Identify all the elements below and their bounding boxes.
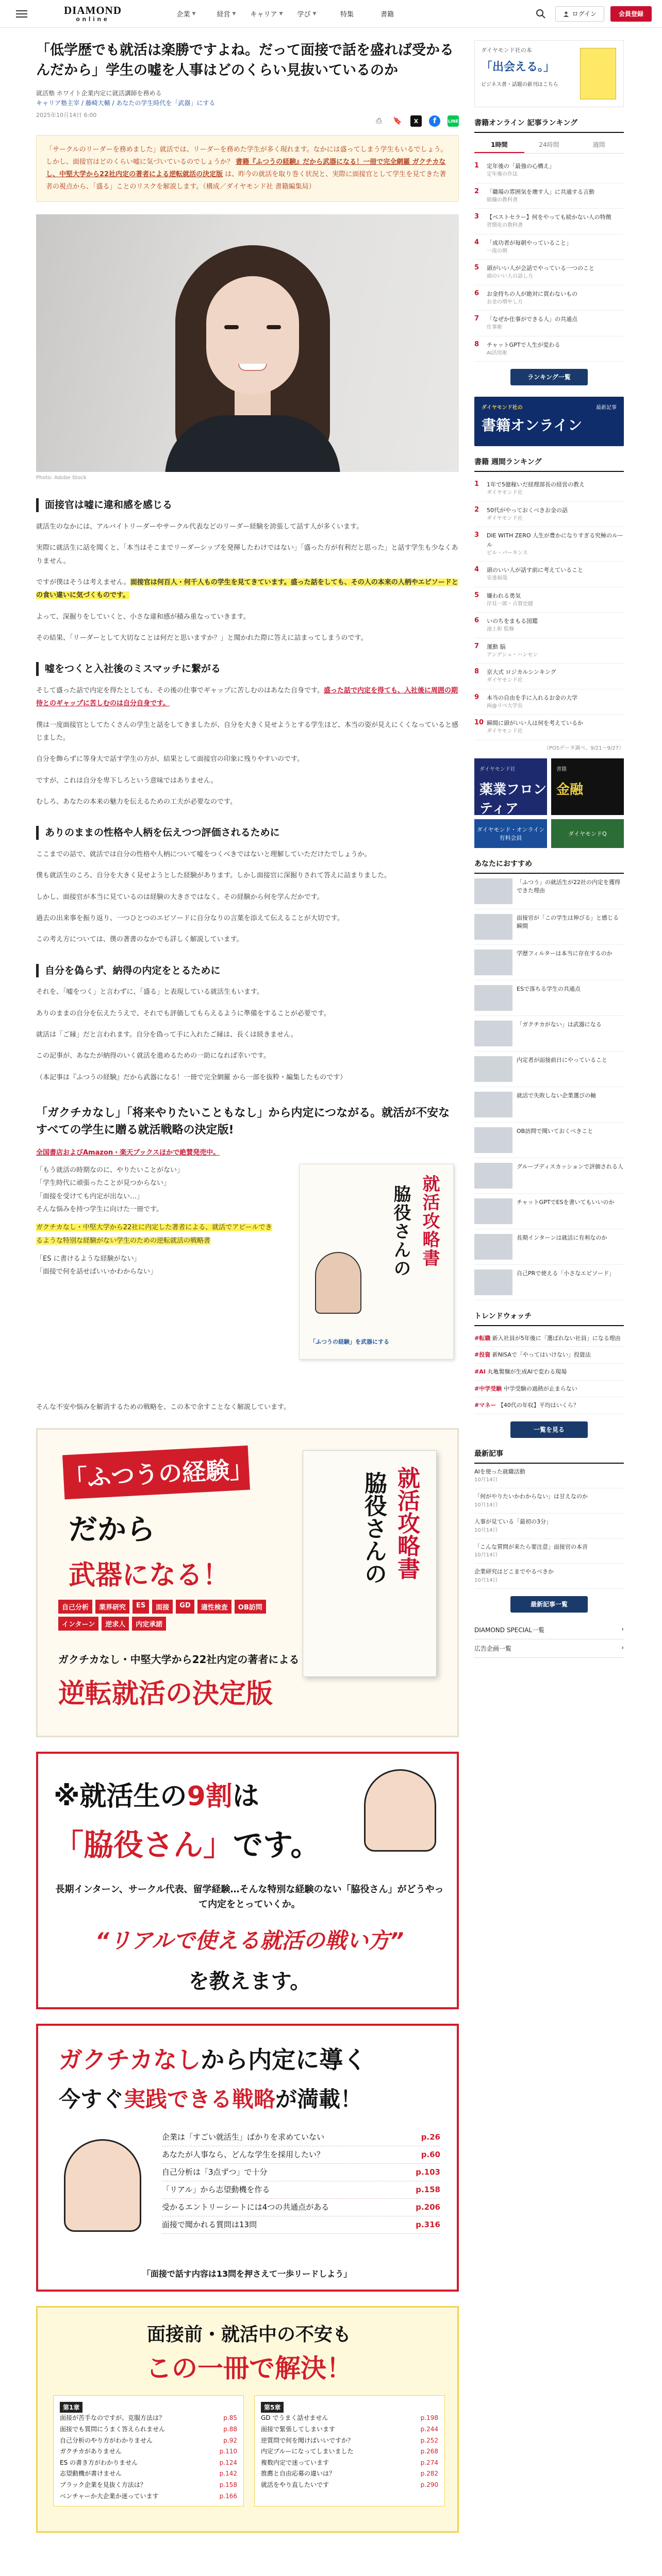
photo-face [206, 276, 299, 395]
list-item[interactable]: 学歴フィルターは本当に存在するのか [474, 945, 624, 980]
paragraph: 「ES に書けるような経験がない」 [36, 1255, 141, 1263]
article-main [36, 40, 459, 2533]
recommend-list [474, 874, 624, 1300]
ad-banner-books-online[interactable]: ダイヤモンド社の 書籍オンライン 最新記事 [474, 397, 624, 446]
recommend-heading: あなたにおすすめ [474, 858, 624, 874]
paragraph: ここまでの話で、就活では自分の性格や人柄について嘘をつくべきではないと理解していただけたでしょうか。 [36, 851, 371, 859]
author-link[interactable]: キャリア塾主宰 / 藤崎大輔 / あなたの学生時代を「武器」にする [36, 99, 216, 107]
list-item: GD でうまく話せません p.198 [261, 2414, 438, 2422]
list-item[interactable]: 自己PRで使える「小さなエピソード」 [474, 1265, 624, 1300]
faq-column [254, 2395, 445, 2506]
banner-tag: OB訪問 [235, 1600, 266, 1614]
banner-line: この一冊で解決！ [146, 2353, 352, 2384]
thumbnail [474, 1092, 512, 1117]
lead-text: 「サークルのリーダーを務めました」就活では、リーダーを務めた学生が多く現れます。なかには盛ってしまう学生もいるでしょう。しかし、面接官はどのくらい嘘に気づいているのでしょうか？ [46, 146, 448, 166]
list-item[interactable]: 「こんな質問が来たら要注意」面接官の本音 10月14日 [474, 1539, 624, 1564]
list-item[interactable]: 4 「成功者が毎朝やっていること」 一流の朝 [474, 234, 624, 260]
list-item: 受かるエントリーシートには4つの共通点がある p.206 [162, 2199, 440, 2216]
search-button[interactable] [533, 6, 549, 22]
paragraph: この記事が、あなたが納得のいく就活を進めるための一助になれば幸いです。 [36, 1052, 270, 1060]
tab-week[interactable]: 週間 [592, 141, 605, 148]
paragraph: しかし、面接官が本当に見ているのは経験の大きさではなく、その経験から何を学んだかです。 [36, 893, 324, 901]
banner-tag: 適性検査 [197, 1600, 231, 1614]
list-item: 自己分析は「3点ずつ」で十分 p.103 [162, 2164, 440, 2181]
photo-eye [267, 325, 281, 329]
banner-line: ガクチカなし・中堅大学から22社内定の著者による [58, 1653, 300, 1666]
paragraph: 僕も就活生のころ、自分を大きく見せようとした経験があります。しかし面接官に深掘りされて答えに詰まりました。 [36, 872, 391, 880]
book-title-b: 脇役さんの [360, 1471, 387, 1585]
facebook-share-icon[interactable]: f [429, 115, 440, 127]
hamburger-icon [16, 16, 27, 18]
thumbnail [474, 1198, 512, 1224]
book-title-a: 就活攻略書 [419, 1175, 440, 1268]
list-item: 推薦と自由応募の違いは？ p.282 [261, 2470, 438, 2478]
book-title-b: 脇役さんの [390, 1185, 411, 1278]
byline-role: 就活塾 ホワイト企業内定に就活講師を務める [36, 90, 162, 97]
list-item: 志望動機が書けません p.142 [60, 2470, 237, 2478]
list-item[interactable]: 1 1年で5億稼いだ経理部長の経営の教え ダイヤモンド社 [474, 476, 624, 502]
list-item[interactable]: #転職 新入社員が5年後に「選ばれない社員」になる理由 [474, 1330, 624, 1347]
book-illustration [315, 1252, 361, 1314]
paragraph: 僕は一度面接官としてたくさんの学生と話をしてきましたが、自分を大きく見せようとする学生ほど、本当の姿が見えにくくなっていると感じました。 [36, 721, 459, 742]
register-button[interactable]: 会員登録 [610, 6, 652, 22]
thumbnail [474, 1021, 512, 1046]
banner-footer: 「面接で話す内容は13問を押さえて一歩リードしよう」 [142, 2269, 352, 2279]
banner-line: 今すぐ実践できる戦略が満載！ [59, 2087, 362, 2112]
paragraph: 自分を飾らずに等身大で話す学生の方が、結果として面接官の印象に残りやすいのです。 [36, 755, 304, 764]
faq-grid [53, 2395, 445, 2506]
tab-24h[interactable]: 24時間 [539, 141, 559, 148]
paragraph: 実際に就活生に話を聞くと、「本当はそこまでリーダーシップを発揮したわけではない」「盛った方が有利だと思った」と話す学生も少なくありません。 [36, 544, 458, 565]
book-banner-2[interactable] [36, 1752, 459, 2009]
promo-body [36, 1164, 459, 1401]
hamburger-icon [16, 10, 27, 11]
banner-line: 「脇役さん」です。 [54, 1827, 321, 1863]
trend-list-button[interactable]: 一覧を見る [510, 1421, 588, 1438]
lead-box [36, 135, 459, 202]
banner-tags [58, 1600, 285, 1631]
banner-line: 長期インターン、サークル代表、留学経験…そんな特別な経験のない「脇役さん」がどうやって内定をとっていくか。 [55, 1884, 444, 1910]
chevron-down-icon: ▼ [232, 11, 236, 16]
banner-line: 逆転就活の決定版 [58, 1679, 273, 1710]
list-item[interactable]: 面接官が「この学生は伸びる」と感じる瞬間 [474, 909, 624, 945]
sidebar [474, 40, 624, 1658]
list-item: あなたが人事なら、どんな学生を採用したい？ p.60 [162, 2146, 440, 2164]
lead-tail: は、昨今の就活を取り巻く状況と、実際に面接官として学生を見てきた著者の視点から、「盛る」ことのリスクを解説します。（構成／ダイヤモンド社 書籍編集局） [46, 171, 446, 191]
bookmark-icon[interactable]: 🔖 [393, 117, 402, 126]
list-item[interactable]: 7 「なぜか仕事ができる人」の共通点 仕事術 [474, 311, 624, 336]
ad-pair [474, 758, 624, 815]
list-item[interactable]: 内定者が面接前日にやっていること [474, 1052, 624, 1087]
banner-line: 武器になる！ [69, 1560, 230, 1591]
link-ad-projects[interactable]: 広告企画一覧 › [474, 1639, 624, 1658]
list-item: 複数内定で迷っています p.274 [261, 2459, 438, 2466]
promo-text [36, 1164, 278, 1279]
banner-tag: 面接 [152, 1600, 173, 1614]
nav-item-company[interactable]: 企業 ▼ [176, 11, 196, 19]
paragraph: 「面接で何を話せばいいかわからない」 [36, 1268, 157, 1276]
list-item: 就活をやり直したいです p.290 [261, 2481, 438, 2488]
character-illustration [64, 2139, 141, 2232]
paragraph: 「面接を受けても内定が出ない…」 [36, 1192, 144, 1200]
thumbnail [474, 1056, 512, 1082]
paragraph: そして盛った話で内定を得たとしても、その後の仕事でギャップに苦しむのはあなた自身です。盛った話で内定を得ても、入社後に周囲の期待とのギャップに苦しむのは自分自身です。 [36, 687, 458, 708]
ranking-list-button[interactable]: ランキング一覧 [510, 369, 588, 385]
paragraph: 過去の出来事を振り返り、一つひとつのエピソードに自分なりの言葉を添えて伝えることが大切です。 [36, 914, 344, 923]
banner-line: ガクチカなしから内定に導く [59, 2046, 367, 2074]
thumbnail [474, 1234, 512, 1260]
book-banner-3[interactable] [36, 2024, 459, 2292]
ad-banner[interactable]: ダイヤモンドQ [551, 819, 624, 848]
print-icon[interactable]: ⎙ [376, 117, 382, 126]
banner-tag: 内定承諾 [132, 1617, 166, 1631]
chevron-right-icon: › [621, 1625, 624, 1633]
list-item: 内定ブルーになってしまいました p.268 [261, 2448, 438, 2455]
ad-banner[interactable]: 書籍 金融 [551, 758, 624, 815]
list-item[interactable]: AIを使った就職活動 10月14日 [474, 1464, 624, 1489]
ranking-list [474, 158, 624, 362]
list-item[interactable]: グループディスカッションで評価される人 [474, 1158, 624, 1194]
thumbnail [474, 914, 512, 940]
list-item[interactable]: 1 定年後の「最強の心構え」 定年後の作法 [474, 158, 624, 183]
ad-banner[interactable]: ダイヤモンド社 薬業フロンティア [474, 758, 547, 815]
hamburger-icon [16, 13, 27, 14]
paragraph: 就活は「ご縁」だと言われます。自分を偽って手に入れたご縁は、長くは続きません。 [36, 1031, 297, 1039]
search-icon [536, 9, 546, 19]
chevron-down-icon: ▼ [279, 11, 283, 16]
paragraph: よって、深掘りをしていくと、小さな違和感が積み重なっていきます。 [36, 613, 250, 621]
tab-1h[interactable]: 1時間 [474, 137, 524, 153]
line-share-icon[interactable]: LINE [448, 115, 459, 127]
promo-store-link[interactable]: 全国書店およびAmazon・楽天ブックスほかで絶賛発売中。 [36, 1149, 220, 1157]
paragraph: その結果、「リーダーとして大切なことは何だと思いますか？」と聞かれた際に答えに詰まってしまうのです。 [36, 634, 368, 642]
banner-tag: 自己分析 [58, 1600, 92, 1614]
list-item[interactable]: 6 いのちをまもる図鑑 池上彰 監修 [474, 613, 624, 638]
list-item[interactable]: 2 50代がやっておくべきお金の話 ダイヤモンド社 [474, 502, 624, 528]
ad-book-image [580, 48, 616, 99]
banner-tag: ES [133, 1600, 149, 1614]
list-item[interactable]: 5 頭がいい人が会話でやっている一つのこと 頭のいい人の話し方 [474, 260, 624, 285]
promo-lead: 「ガクチカなし」「将来やりたいこともなし」から内定につながる。就活が不安なすべての学生に贈る就活戦略の決定版! [36, 1107, 450, 1137]
paragraph: それを、「嘘をつく」と言わずに、「盛る」と表現している就活生もいます。 [36, 988, 263, 996]
section-heading: ありのままの性格や人柄を伝えつつ評価されるために [36, 826, 459, 840]
login-button[interactable]: ログイン [555, 6, 604, 22]
nav-item-books[interactable]: 書籍 [380, 11, 394, 19]
ranking-tabs [474, 137, 624, 154]
weekly-ranking-list [474, 476, 624, 740]
list-item[interactable]: 10 瞬間に頭がいい人は何を考えているか ダイヤモンド社 [474, 715, 624, 740]
list-item[interactable]: 「ガクチカがない」は武器になる [474, 1016, 624, 1052]
list-item: ES の書き方がわかりません p.124 [60, 2459, 237, 2466]
list-item[interactable]: 7 運動 脳 アンデシュ・ハンセン [474, 638, 624, 664]
list-item[interactable]: 「ふつう」の就活生が22社の内定を獲得できた理由 [474, 874, 624, 909]
character-illustration [364, 1769, 436, 1852]
faq-section-title: 第1章 [60, 2402, 82, 2413]
section-heading: 嘘をつくと入社後のミスマッチに繋がる [36, 662, 459, 676]
newest-list [474, 1464, 624, 1589]
banner-line: “リアルで使える就活の戦い方” [95, 1928, 404, 1954]
section-heading: 自分を偽らず、納得の内定をとるために [36, 964, 459, 978]
user-icon [563, 11, 569, 17]
site-logo[interactable] [64, 5, 122, 22]
logo-top: DIAMOND [64, 4, 122, 16]
logo-bottom: online [76, 15, 110, 23]
photo-eye [224, 325, 239, 329]
list-item: 面接が苦手なのですが、克服方法は？ p.85 [60, 2414, 237, 2422]
banner-tag: 業界研究 [95, 1600, 129, 1614]
weekly-ranking-heading: 書籍 週間ランキング [474, 456, 624, 472]
nav-item-career[interactable]: キャリア ▼ [250, 11, 283, 19]
ranking-heading: 書籍オンライン 記事ランキング [474, 117, 624, 133]
paragraph: ですが、これは自分を卑下しろという意味ではありません。 [36, 776, 218, 785]
book-cover[interactable] [299, 1164, 454, 1360]
chevron-down-icon: ▼ [192, 11, 196, 16]
ad-banner[interactable]: ダイヤモンド・オンライン 有料会員 [474, 819, 547, 848]
banner-line: ※就活生の9割は [54, 1781, 259, 1812]
nav-item-special[interactable]: 特集 [340, 11, 354, 19]
list-item[interactable]: 5 嫌われる勇気 岸見一郎・古賀史健 [474, 587, 624, 613]
paragraph: ですが僕はそうは考えません。面接官は何百人・何千人もの学生を見てきています。盛った話をしても、その人の本来の人柄やエピソードとの食い違いに気づくものです。 [36, 579, 458, 600]
thumbnail [474, 1127, 512, 1153]
banner-line: だから [69, 1513, 155, 1547]
list-item: 面接でも質問にうまく答えられません p.88 [60, 2426, 237, 2433]
banner-book-cover [303, 1450, 437, 1677]
weekly-ranking-note: （POSデータ調べ、9/21〜9/27） [543, 745, 624, 751]
list-item[interactable]: 2 「職場の雰囲気を壊す人」に共通する言動 組織の教科書 [474, 183, 624, 209]
link-diamond-special[interactable]: DIAMOND SPECIAL一覧 › [474, 1621, 624, 1639]
list-item: ガクチカがありません p.110 [60, 2448, 237, 2455]
trend-heading: トレンドウォッチ [474, 1311, 624, 1326]
header-actions [533, 6, 652, 22]
book-banner-4[interactable] [36, 2306, 459, 2533]
faq-column [53, 2395, 244, 2506]
book-subtitle: 「ふつうの経験」を武器にする [310, 1338, 389, 1346]
banner-tag: インターン [58, 1617, 98, 1631]
list-item[interactable]: OB訪問で聞いておくべきこと [474, 1123, 624, 1158]
list-item[interactable]: 6 お金持ちの人が絶対に買わないもの お金の増やし方 [474, 285, 624, 311]
share-tools [36, 115, 459, 127]
list-item[interactable]: #マネー 【40代の年収】平均はいくら？ [474, 1397, 624, 1414]
hero-photo [36, 214, 459, 472]
paragraph: そんな悩みを持つ学生に向けた一冊です。 [36, 1206, 163, 1214]
publish-date: 2025年10月14日 6:00 [36, 111, 97, 118]
article-title: 「低学歴でも就活は楽勝ですよね。だって面接で話を盛れば受かるんだから」学生の嘘を人事はどのくらい見抜いているのか [36, 42, 454, 79]
list-item[interactable]: #投資 新NISAで「やってはいけない」投資法 [474, 1347, 624, 1364]
site-header [0, 0, 662, 28]
list-item[interactable]: 9 本当の自由を手に入れるお金の大学 両@リベ大学長 [474, 689, 624, 715]
thumbnail [474, 878, 512, 904]
list-item: 企業は「すごい就活生」ばかりを求めていない p.26 [162, 2129, 440, 2146]
byline [36, 89, 459, 120]
strategy-list [162, 2129, 440, 2234]
promo-footer: そんな不安や悩みを解消するための戦略を、この本で余すことなく解説しています。 [36, 1403, 290, 1412]
list-item[interactable]: 企業研究はどこまでやるべきか 10月14日 [474, 1564, 624, 1589]
banner-tag: GD [176, 1600, 194, 1614]
list-item[interactable]: 就活で失敗しない企業選びの軸 [474, 1087, 624, 1123]
list-item[interactable]: 4 頭のいい人が話す前に考えていること 安達裕哉 [474, 562, 624, 587]
banner-line: を教えます。 [188, 1970, 311, 1994]
list-item[interactable]: ESで落ちる学生の共通点 [474, 980, 624, 1016]
book-title-a: 就活攻略書 [393, 1466, 420, 1580]
chevron-right-icon: › [621, 1643, 624, 1651]
lead-book-link[interactable]: 書籍『ふつうの経験』だから武器になる！一冊で完全網羅 ガクチカなし、中堅大学から22社内定の著者による逆転就活の決定版 [46, 158, 446, 179]
footer-links [474, 1621, 624, 1658]
thumbnail [474, 1269, 512, 1295]
global-nav [168, 3, 405, 25]
paragraph: 「学生時代に頑張ったことが見つからない」 [36, 1179, 171, 1188]
list-item[interactable]: #AI 丸亀製麺が生成AIで変わる現場 [474, 1364, 624, 1381]
nav-item-management[interactable]: 経営 ▼ [217, 11, 236, 19]
paragraph: （本記事は『ふつうの経験』だから武器になる！一冊で完全網羅 から一部を抜粋・編集したものです） [36, 1073, 347, 1081]
paragraph: 「もう就活の時期なのに、やりたいことがない」 [36, 1166, 184, 1175]
banner-tag: 逆求人 [102, 1617, 129, 1631]
list-item: 自己分析のやり方がわかりません p.92 [60, 2436, 237, 2444]
list-item[interactable]: 人事が見ている「最初の3分」 10月14日 [474, 1514, 624, 1539]
faq-section-title: 第5章 [261, 2402, 284, 2413]
menu-button[interactable] [10, 4, 33, 24]
list-item: 面接で聞かれる質問は13問 p.316 [162, 2216, 440, 2234]
list-item: 「リアル」から志望動機を作る p.158 [162, 2181, 440, 2199]
photo-mouth [238, 364, 267, 371]
list-item[interactable]: 3 DIE WITH ZERO 人生が豊かになりすぎる究極のルール ビル・パーキンス [474, 527, 624, 562]
newest-list-button[interactable]: 最新記事一覧 [510, 1596, 588, 1613]
highlight-text: ガクチカなし・中堅大学から22社に内定した著者による、就活でアピールできるような特別な経験がない学生のための逆転就活の戦略書 [36, 1224, 272, 1245]
ad-banner-top[interactable]: ダイヤモンド社の本 「出会える。」 ビジネス書・話題の新刊はこちら [474, 40, 624, 107]
list-item[interactable]: 長期インターンは就活に有利なのか [474, 1229, 624, 1265]
banner-line: 面接前・就活中の不安も [146, 2324, 351, 2346]
highlight-text: 盛った話で内定を得ても、入社後に周囲の期待とのギャップに苦しむのは自分自身です。 [36, 687, 458, 708]
list-item[interactable]: 3 【ベストセラー】何をやっても続かない人の特徴 習慣化の教科書 [474, 209, 624, 234]
list-item[interactable]: 8 京大式 ロジカルシンキング ダイヤモンド社 [474, 664, 624, 689]
newest-heading: 最新記事 [474, 1448, 624, 1464]
list-item: ベンチャーか大企業か迷っています p.166 [60, 2492, 237, 2500]
thumbnail [474, 985, 512, 1011]
paragraph: ありのままの自分を伝えたうえで、それでも評価してもらえるように準備をすることが必要です。 [36, 1009, 330, 1018]
paragraph: むしろ、あなたの本来の魅力を伝えるための工夫が必要なのです。 [36, 798, 237, 806]
paragraph: この考え方については、僕の著書のなかでも詳しく解説しています。 [36, 936, 243, 944]
list-item[interactable]: チャットGPTでESを書いてもいいのか [474, 1194, 624, 1229]
nav-item-learning[interactable]: 学び ▼ [297, 11, 317, 19]
list-item[interactable]: #中学受験 中学受験の過熱が止まらない [474, 1381, 624, 1398]
highlight-text: 面接官は何百人・何千人もの学生を見てきています。盛った話をしても、その人の本来の人柄やエピソードとの食い違いに気づくものです。 [36, 579, 458, 600]
list-item[interactable]: 8 チャットGPTで人生が変わる AI活用術 [474, 336, 624, 362]
list-item: 逆質問で何を聞けばいいですか？ p.252 [261, 2436, 438, 2444]
section-heading: 面接官は嘘に違和感を感じる [36, 498, 459, 512]
chevron-down-icon: ▼ [312, 11, 317, 16]
x-share-icon[interactable]: X [410, 115, 422, 127]
ad-small-pair [474, 819, 624, 848]
trend-list [474, 1330, 624, 1414]
list-item: 面接で緊張してしまいます p.244 [261, 2426, 438, 2433]
thumbnail [474, 950, 512, 975]
list-item: ブラック企業を見抜く方法は？ p.158 [60, 2481, 237, 2488]
book-banner-1[interactable] [36, 1428, 459, 1737]
list-item[interactable]: 「何がやりたいかわからない」は甘えなのか 10月14日 [474, 1488, 624, 1514]
paragraph: 就活生のなかには、アルバイトリーダーやサークル代表などのリーダー経験を誇張して話す人が多くいます。 [36, 523, 363, 531]
thumbnail [474, 1163, 512, 1189]
photo-credit: Photo: Adobe Stock [36, 475, 87, 481]
banner-label: 「ふつうの経験」 [62, 1446, 250, 1500]
